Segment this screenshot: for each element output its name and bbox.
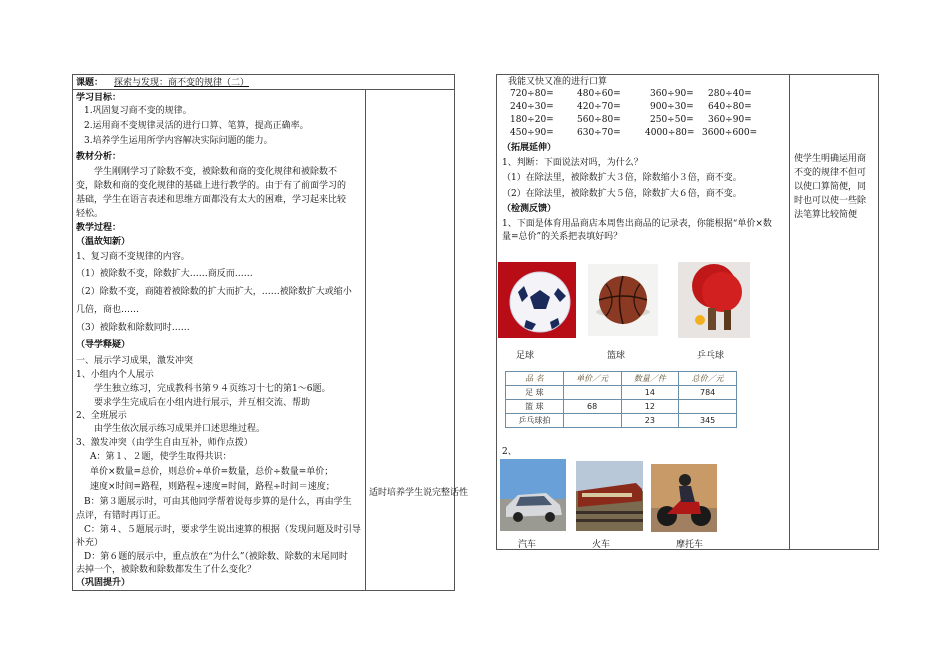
oral-item: 180÷20= xyxy=(510,115,554,125)
table-cell xyxy=(679,400,737,414)
soccer-ball-icon xyxy=(498,262,576,338)
extend-line: （1）在除法里，被除数扩大３倍，除数缩小３倍，商不变。 xyxy=(502,173,742,183)
table-header-cell: 品 名 xyxy=(506,372,564,386)
left-panel-divider xyxy=(365,89,366,591)
guide-line: 去掉一个，被除数和除数都发生了什么变化？ xyxy=(76,565,257,575)
table-cell: 乒乓球拍 xyxy=(506,414,564,428)
oral-item: 640÷80= xyxy=(708,102,752,112)
guide-line: 补充） xyxy=(76,538,104,548)
table-cell xyxy=(563,414,621,428)
review-line: （3）被除数和除数同时…… xyxy=(76,323,190,333)
vehicle-caption: 火车 xyxy=(592,540,611,550)
guide-line: 学生独立练习，完成教科书第９４页练习十七的第1～6题。 xyxy=(94,384,331,394)
right-panel-divider xyxy=(789,74,790,550)
oral-item: 240÷30= xyxy=(510,102,554,112)
table-row xyxy=(506,414,737,428)
table-cell xyxy=(563,386,621,400)
oral-title: 我能又快又准的进行口算 xyxy=(508,77,608,87)
extend-heading: （拓展延伸） xyxy=(502,143,557,153)
right-side-note-line: 法笔算比较简便 xyxy=(794,210,858,220)
check-line: 量=总价”的关系把表填好吗？ xyxy=(502,232,623,242)
analysis-heading: 教材分析： xyxy=(76,152,122,162)
table-header-cell: 总价／元 xyxy=(679,372,737,386)
table-cell: 23 xyxy=(621,414,679,428)
review-line: 几倍，商也…… xyxy=(76,305,140,315)
ping-pong-image xyxy=(678,262,750,338)
vehicle-caption: 汽车 xyxy=(518,540,537,550)
table-header-row xyxy=(506,372,737,386)
oral-item: 3600÷600= xyxy=(702,128,758,138)
table-cell: 篮 球 xyxy=(506,400,564,414)
analysis-line: 变，除数和商的变化规律的基础上进行教学的。由于有了前面学习的 xyxy=(76,181,347,191)
table-cell: 12 xyxy=(621,400,679,414)
table-row xyxy=(506,400,737,414)
guide-line: 要求学生完成后在小组内进行展示，并互相交流、帮助 xyxy=(94,398,311,408)
basketball-image xyxy=(588,264,658,336)
guide-line: 速度×时间=路程，则路程÷速度=时间，路程÷时间＝速度； xyxy=(90,482,335,492)
oral-item: 360÷90= xyxy=(650,89,694,99)
motorcycle-icon xyxy=(651,464,717,532)
check-line: 1、下面是体育用品商店本周售出商品的记录表，你能根据“单价×数 xyxy=(502,219,772,229)
left-panel-left-border xyxy=(72,74,73,591)
analysis-line: 学生刚刚学习了除数不变，被除数和商的变化规律和被除数不 xyxy=(94,167,338,177)
guide-line: 单价×数量=总价，则总价÷单价=数量，总价÷数量=单价； xyxy=(90,467,334,477)
motorcycle-image xyxy=(651,464,717,532)
extend-line: 1、判断：下面说法对吗，为什么？ xyxy=(502,158,643,168)
ping-pong-paddle-icon xyxy=(678,262,750,338)
goal-heading: 学习目标： xyxy=(76,93,122,103)
goal-item: 3.培养学生运用所学内容解决实际问题的能力。 xyxy=(84,136,273,146)
guide-line: C：第４、５题展示时，要求学生说出速算的根据（发现问题及时引导 xyxy=(84,525,361,535)
analysis-line: 基础，学生在语言表述和思维方面都没有太大的困难，学习起来比较 xyxy=(76,195,347,205)
right-panel-left-border xyxy=(496,74,497,550)
guide-line: 1、小组内个人展示 xyxy=(76,370,154,380)
table-cell: 足 球 xyxy=(506,386,564,400)
consolidate-heading: （巩固提升） xyxy=(76,578,131,588)
right-panel-right-border xyxy=(878,74,879,550)
review-line: （2）除数不变，商随着被除数的扩大而扩大，……被除数扩大或缩小 xyxy=(76,287,352,297)
basketball-icon xyxy=(588,264,658,336)
right-panel-top-border xyxy=(496,74,879,75)
oral-item: 280÷40= xyxy=(708,89,752,99)
left-side-note: 适时培养学生说完整话性 xyxy=(369,488,469,498)
guide-line: 由学生依次展示练习成果并口述思维过程。 xyxy=(94,424,266,434)
oral-item: 360÷90= xyxy=(708,115,752,125)
title-label: 课题： xyxy=(76,78,104,88)
guide-line: 2、全班展示 xyxy=(76,411,127,421)
table-cell: 784 xyxy=(679,386,737,400)
guide-heading: （导学释疑） xyxy=(76,340,131,350)
table-cell: 345 xyxy=(679,414,737,428)
left-panel-right-border xyxy=(454,74,455,591)
guide-line: 点评，有错时再订正。 xyxy=(76,511,167,521)
table-header-cell: 单价／元 xyxy=(563,372,621,386)
guide-line: 一、展示学习成果，激发冲突 xyxy=(76,356,194,366)
review-line: （1）被除数不变，除数扩大……商反而…… xyxy=(76,269,253,279)
train-image xyxy=(576,461,643,531)
goal-item: 2.运用商不变规律灵活的进行口算、笔算，提高正确率。 xyxy=(84,121,309,131)
oral-item: 630÷70= xyxy=(577,128,621,138)
process-heading: 教学过程： xyxy=(76,223,122,233)
title-row-bottom xyxy=(72,89,455,90)
oral-item: 900÷30= xyxy=(650,102,694,112)
review-line: 1、复习商不变规律的内容。 xyxy=(76,252,190,262)
table-header-cell: 数量／件 xyxy=(621,372,679,386)
oral-item: 250÷50= xyxy=(650,115,694,125)
oral-item: 450÷90= xyxy=(510,128,554,138)
right-side-note-line: 不变的规律不但可 xyxy=(794,168,867,178)
sales-record-table xyxy=(505,371,737,428)
ball-caption: 乒乓球 xyxy=(697,351,725,361)
lesson-title: 探索与发现：商不变的规律（二） xyxy=(114,78,250,88)
oral-item: 480÷60= xyxy=(577,89,621,99)
left-panel-bottom-border xyxy=(72,590,455,591)
left-panel-top-border xyxy=(72,74,455,75)
question-2-label: 2、 xyxy=(502,447,517,457)
table-row xyxy=(506,386,737,400)
extend-line: （2）在除法里，被除数扩大５倍，除数扩大６倍，商不变。 xyxy=(502,189,742,199)
oral-item: 420÷70= xyxy=(577,102,621,112)
table-cell: 68 xyxy=(563,400,621,414)
ball-caption: 篮球 xyxy=(607,351,626,361)
guide-line: 3、激发冲突（由学生自由互补，师作点拨） xyxy=(76,438,253,448)
check-heading: （检测反馈） xyxy=(502,204,557,214)
oral-item: 720÷80= xyxy=(510,89,554,99)
analysis-line: 轻松。 xyxy=(76,209,104,219)
oral-item: 560÷80= xyxy=(577,115,621,125)
guide-line: B：第３题展示时，可由其他同学帮着说每步算的是什么，再由学生 xyxy=(84,497,352,507)
right-side-note-line: 时也可以使一些除 xyxy=(794,196,867,206)
right-side-note-line: 使学生明确运用商 xyxy=(794,154,867,164)
soccer-ball-image xyxy=(498,262,576,338)
car-icon xyxy=(500,459,566,531)
table-cell: 14 xyxy=(621,386,679,400)
car-image xyxy=(500,459,566,531)
goal-item: 1.巩固复习商不变的规律。 xyxy=(84,106,192,116)
ball-caption: 足球 xyxy=(516,351,535,361)
guide-line: A：第１、２题，使学生取得共识： xyxy=(90,452,232,462)
review-heading: （温故知新） xyxy=(76,237,131,247)
vehicle-caption: 摩托车 xyxy=(676,540,704,550)
guide-line: D：第６题的展示中，重点放在“为什么”（被除数、除数的末尾同时 xyxy=(84,552,348,562)
right-side-note-line: 以使口算简便，同 xyxy=(794,182,867,192)
oral-item: 4000÷80= xyxy=(645,128,695,138)
train-icon xyxy=(576,461,643,531)
